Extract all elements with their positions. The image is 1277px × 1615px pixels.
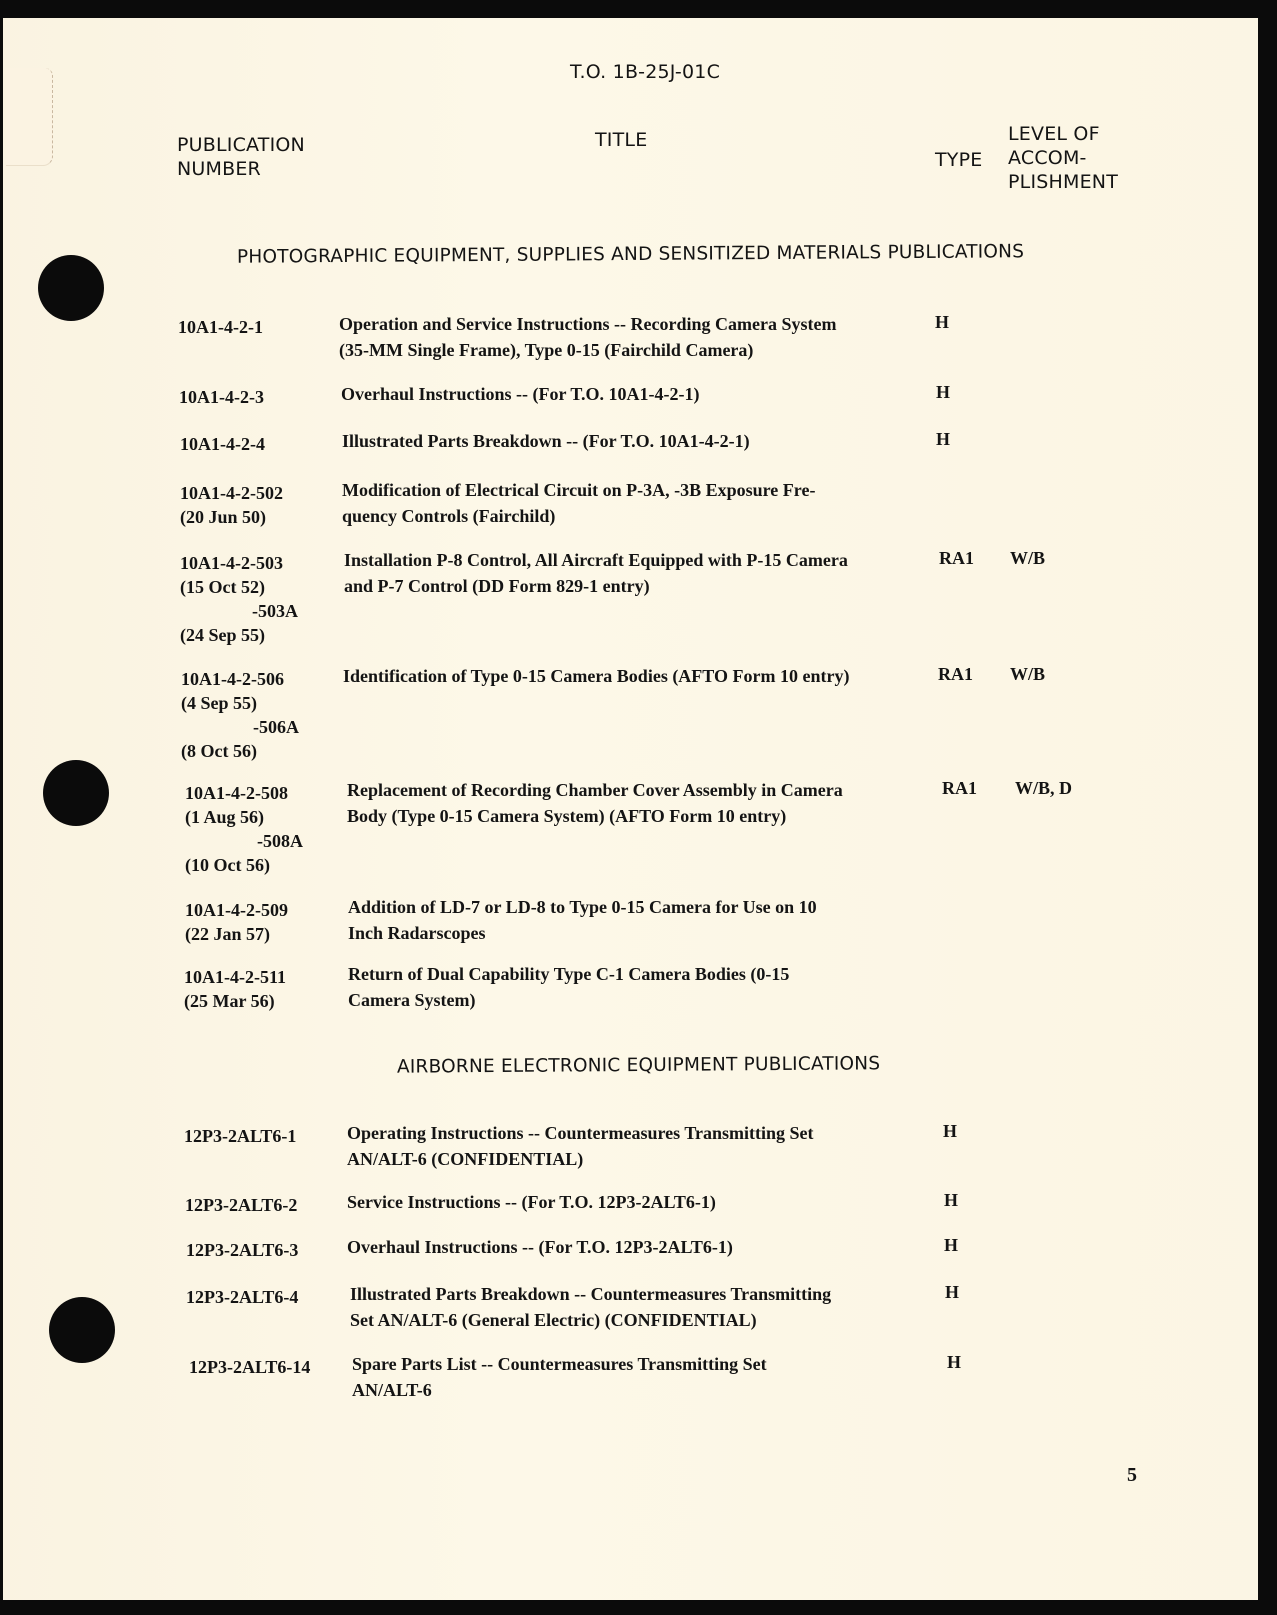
document-header: T.O. 1B-25J-01C [570, 61, 721, 83]
title-line: Identification of Type 0-15 Camera Bodies (AFTO Form 10 entry) [343, 666, 850, 686]
binder-hole [38, 255, 104, 321]
publication-date-line: (8 Oct 56) [181, 741, 257, 761]
column-header-line: LEVEL OF [1008, 123, 1100, 145]
title-line: Body (Type 0-15 Camera System) (AFTO Form 10 entry) [347, 806, 787, 826]
publication-date-line: -506A [253, 717, 299, 737]
title-line: (35-MM Single Frame), Type 0-15 (Fairchild Camera) [339, 340, 754, 360]
publication-date-line: -508A [257, 831, 303, 851]
publication-type: H [936, 382, 951, 402]
page-number: 5 [1127, 1464, 1137, 1486]
title-line: Inch Radarscopes [348, 923, 486, 943]
publication-number-line: 10A1-4-2-3 [179, 387, 264, 407]
publication-type: H [943, 1121, 958, 1141]
binder-hole [43, 760, 109, 826]
publication-number-line: 10A1-4-2-503 [180, 553, 283, 573]
column-header-line: NUMBER [177, 158, 261, 180]
publication-title [342, 477, 815, 529]
publication-number-line: 10A1-4-2-506 [181, 669, 284, 689]
publication-date-line: (15 Oct 52) [180, 577, 265, 597]
publication-number [184, 965, 286, 1013]
section-title: AIRBORNE ELECTRONIC EQUIPMENT PUBLICATIONS [396, 1053, 881, 1078]
publication-number-line: 10A1-4-2-511 [184, 967, 286, 987]
publication-number-line: 10A1-4-2-1 [178, 317, 263, 337]
publication-number [186, 1285, 298, 1309]
publication-title [344, 547, 848, 599]
column-header-title: TITLE [595, 129, 648, 151]
publication-title [348, 961, 789, 1013]
document-page [3, 18, 1258, 1600]
title-line: Illustrated Parts Breakdown -- (For T.O. 10A1-4-2-1) [342, 431, 750, 451]
column-header-line: PLISHMENT [1008, 171, 1119, 193]
publication-title [347, 1234, 733, 1260]
publication-title [343, 663, 849, 689]
publication-number [185, 898, 288, 946]
column-header-publication-number [177, 133, 305, 181]
publication-title [347, 777, 843, 829]
publication-number-line: 10A1-4-2-4 [180, 434, 265, 454]
title-line: Installation P-8 Control, All Aircraft Equipped with P-15 Camera [344, 550, 848, 570]
column-header-level [1008, 122, 1118, 194]
publication-number-line: 12P3-2ALT6-4 [186, 1287, 299, 1307]
publication-number [179, 385, 264, 409]
accomplishment-level: W/B, D [1015, 778, 1073, 798]
publication-number [189, 1355, 310, 1379]
publication-type: H [944, 1190, 959, 1210]
title-line: Service Instructions -- (For T.O. 12P3-2ALT6-1) [347, 1192, 716, 1212]
publication-number [180, 551, 298, 647]
publication-number [184, 1124, 296, 1148]
publication-date-line: (10 Oct 56) [185, 855, 270, 875]
publication-number-line: 12P3-2ALT6-2 [185, 1195, 298, 1215]
publication-number-line: 10A1-4-2-502 [180, 483, 283, 503]
torn-corner [6, 68, 53, 166]
publication-number [178, 315, 263, 339]
publication-type: RA1 [939, 548, 974, 568]
publication-number [180, 481, 283, 529]
title-line: Spare Parts List -- Countermeasures Transmitting Set [352, 1354, 767, 1374]
title-line: quency Controls (Fairchild) [342, 506, 556, 526]
title-line: Addition of LD-7 or LD-8 to Type 0-15 Camera for Use on 10 [348, 897, 817, 917]
publication-type: H [936, 429, 951, 449]
publication-number [185, 781, 303, 877]
publication-title [342, 428, 750, 454]
accomplishment-level: W/B [1010, 664, 1046, 684]
section-title: PHOTOGRAPHIC EQUIPMENT, SUPPLIES AND SENSITIZED MATERIALS PUBLICATIONS [236, 241, 1025, 268]
publication-date-line: (24 Sep 55) [180, 625, 265, 645]
publication-type: RA1 [942, 778, 977, 798]
publication-date-line: (25 Mar 56) [184, 991, 275, 1011]
title-line: AN/ALT-6 [352, 1380, 432, 1400]
publication-date-line: (22 Jan 57) [185, 924, 270, 944]
publication-title [352, 1351, 767, 1403]
publication-number-line: 12P3-2ALT6-14 [189, 1357, 311, 1377]
title-line: Operation and Service Instructions -- Recording Camera System [339, 314, 837, 334]
publication-number [186, 1238, 298, 1262]
binder-hole [49, 1297, 115, 1363]
publication-number-line: 12P3-2ALT6-1 [184, 1126, 297, 1146]
publication-type: H [947, 1352, 962, 1372]
title-line: Set AN/ALT-6 (General Electric) (CONFIDENTIAL) [350, 1310, 757, 1330]
accomplishment-level: W/B [1010, 548, 1046, 568]
column-header-type: TYPE [935, 149, 983, 171]
title-line: Camera System) [348, 990, 476, 1010]
column-header-line: PUBLICATION [177, 134, 305, 156]
publication-title [341, 381, 699, 407]
publication-title [348, 894, 817, 946]
title-line: Modification of Electrical Circuit on P-3A, -3B Exposure Fre- [342, 480, 816, 500]
publication-date-line: (4 Sep 55) [181, 693, 257, 713]
title-line: and P-7 Control (DD Form 829-1 entry) [344, 576, 650, 596]
publication-title [350, 1281, 831, 1333]
title-line: Return of Dual Capability Type C-1 Camera Bodies (0-15 [348, 964, 790, 984]
title-line: Replacement of Recording Chamber Cover Assembly in Camera [347, 780, 843, 800]
publication-number-line: 12P3-2ALT6-3 [186, 1240, 299, 1260]
publication-type: H [944, 1235, 959, 1255]
publication-number-line: 10A1-4-2-508 [185, 783, 288, 803]
publication-number [181, 667, 299, 763]
publication-title [339, 311, 836, 363]
publication-date-line: (20 Jun 50) [180, 507, 267, 527]
column-header-line: ACCOM- [1008, 147, 1087, 169]
title-line: Operating Instructions -- Countermeasures Transmitting Set [347, 1123, 814, 1143]
title-line: AN/ALT-6 (CONFIDENTIAL) [347, 1149, 584, 1169]
publication-number-line: 10A1-4-2-509 [185, 900, 288, 920]
publication-type: RA1 [938, 664, 973, 684]
publication-date-line: -503A [252, 601, 298, 621]
publication-type: H [935, 312, 950, 332]
publication-title [347, 1189, 716, 1215]
title-line: Overhaul Instructions -- (For T.O. 12P3-2ALT6-1) [347, 1237, 733, 1257]
publication-number [185, 1193, 297, 1217]
title-line: Illustrated Parts Breakdown -- Countermeasures Transmitting [350, 1284, 832, 1304]
publication-date-line: (1 Aug 56) [185, 807, 265, 827]
publication-number [180, 432, 265, 456]
publication-type: H [945, 1282, 960, 1302]
publication-title [347, 1120, 814, 1172]
title-line: Overhaul Instructions -- (For T.O. 10A1-4-2-1) [341, 384, 700, 404]
